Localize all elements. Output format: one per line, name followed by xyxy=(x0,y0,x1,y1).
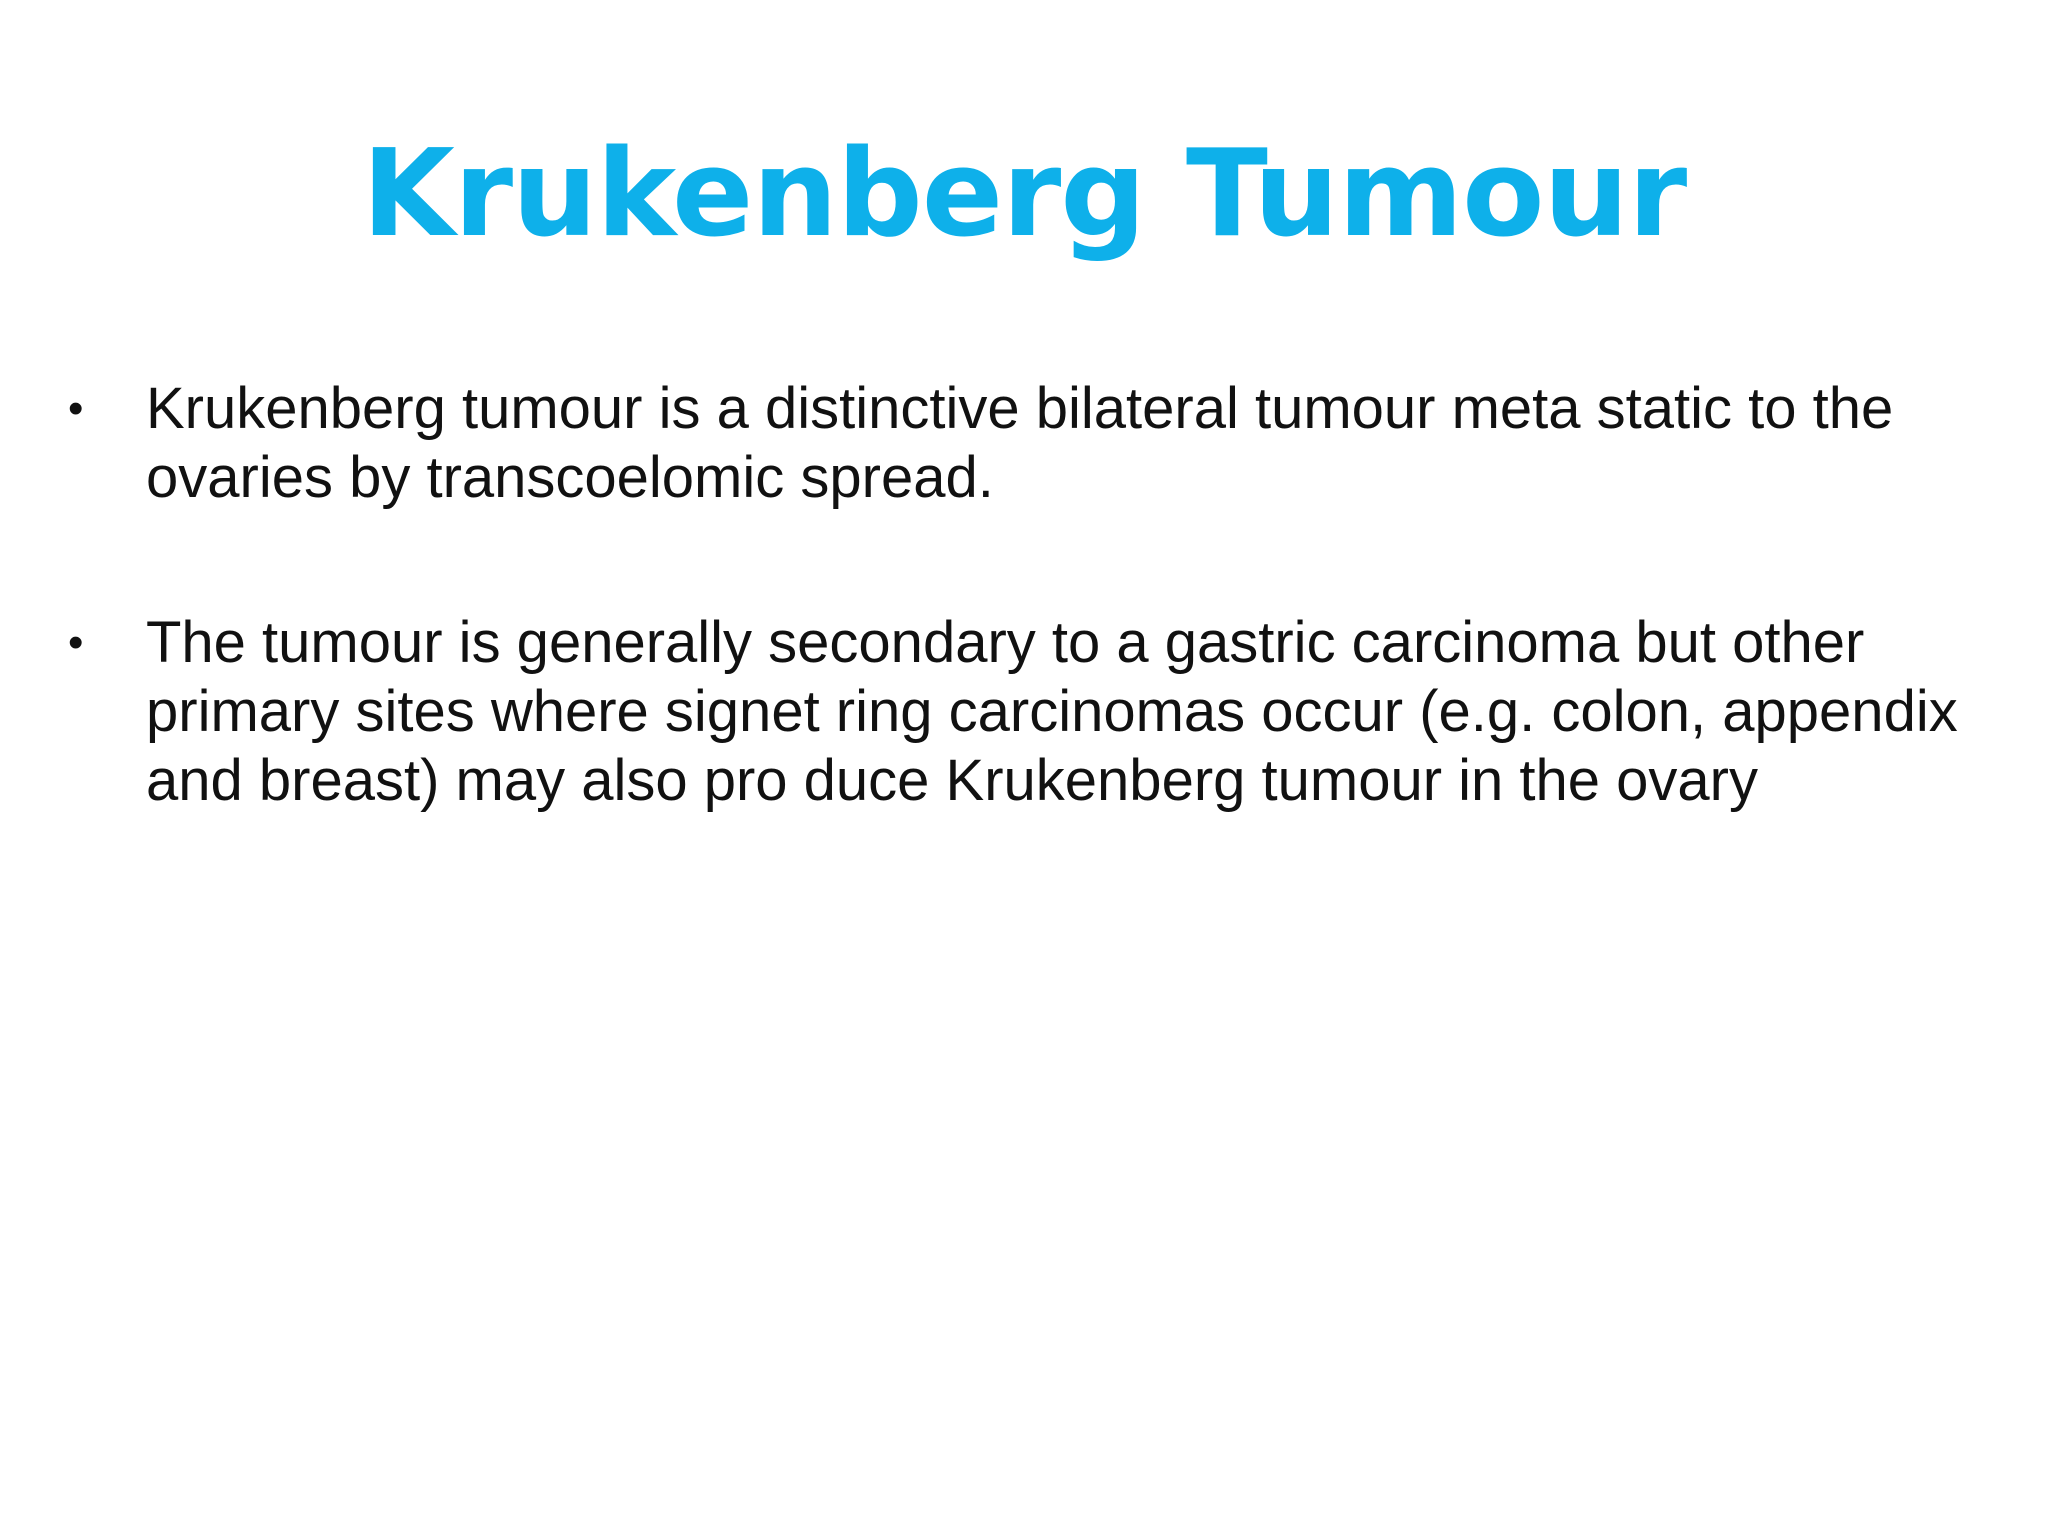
slide-title: Krukenberg Tumour xyxy=(361,125,1687,264)
bullet-line: The tumour is generally secondary to a gastric carcinoma but other xyxy=(146,610,1865,675)
bullet-list xyxy=(0,374,2048,815)
bullet-icon: • xyxy=(68,384,84,433)
bullet-icon: • xyxy=(68,618,84,667)
bullet-line: primary sites where signet ring carcinomas occur (e.g. colon, appendix xyxy=(146,679,1958,744)
bullet-item-1 xyxy=(0,374,2048,512)
bullet-item-2 xyxy=(0,608,2048,815)
bullet-line: ovaries by transcoelomic spread. xyxy=(146,445,994,510)
bullet-line: and breast) may also pro duce Krukenberg tumour in the ovary xyxy=(146,748,1758,813)
bullet-line: Krukenberg tumour is a distinctive bilateral tumour meta static to the xyxy=(146,376,1894,441)
